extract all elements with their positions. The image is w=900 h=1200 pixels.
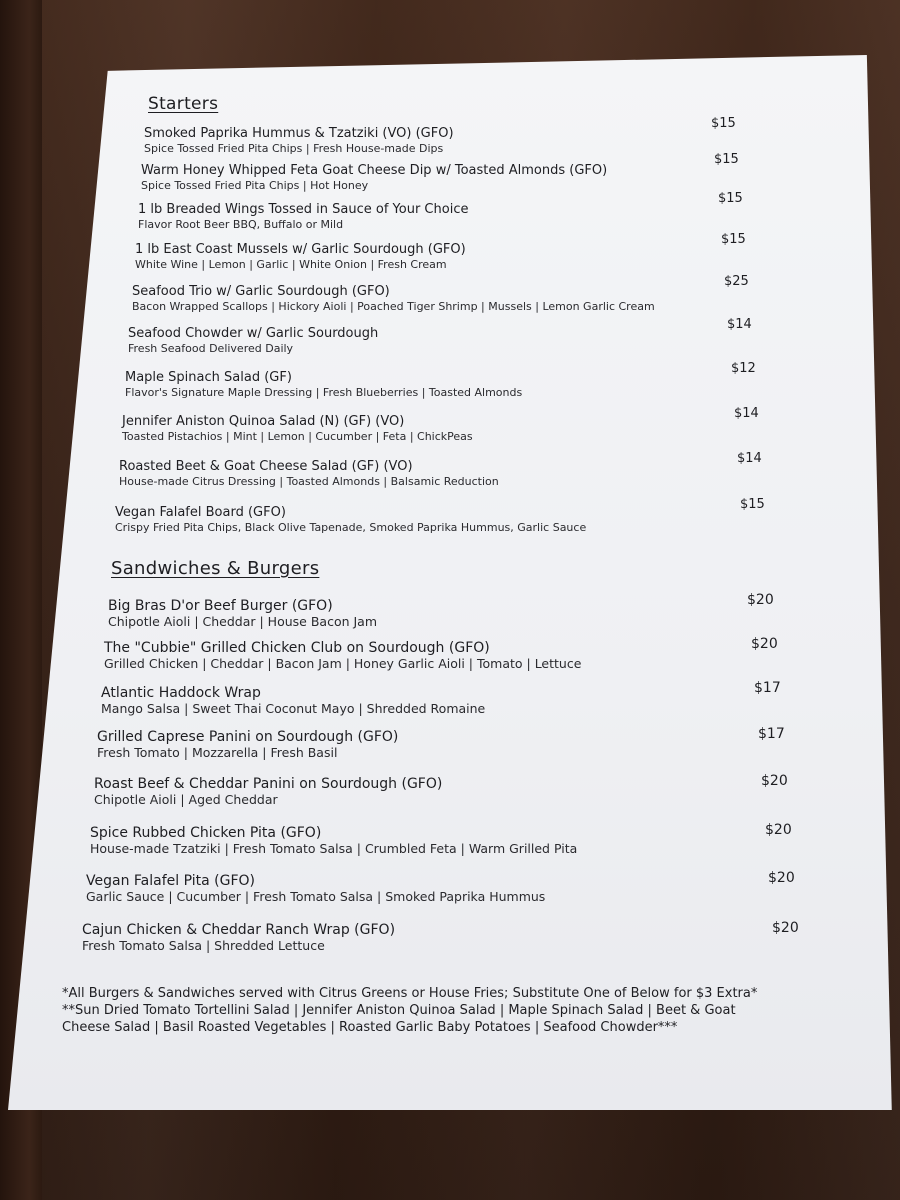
item-description: House-made Citrus Dressing | Toasted Almonds | Balsamic Reduction (119, 475, 499, 488)
item-name: Warm Honey Whipped Feta Goat Cheese Dip w/ Toasted Almonds (GFO) (141, 163, 608, 178)
item-name: Seafood Chowder w/ Garlic Sourdough (128, 326, 379, 341)
item-name: Vegan Falafel Pita (GFO) (86, 873, 255, 889)
item-price: $17 (754, 680, 781, 696)
footnote-line: **Sun Dried Tomato Tortellini Salad | Jennifer Aniston Quinoa Salad | Maple Spinach Salad | Beet & Goat (62, 1003, 736, 1018)
item-name: Vegan Falafel Board (GFO) (115, 505, 286, 520)
item-name: Seafood Trio w/ Garlic Sourdough (GFO) (132, 284, 390, 299)
item-price: $17 (758, 726, 785, 742)
footnote-line: *All Burgers & Sandwiches served with Citrus Greens or House Fries; Substitute One of Below for $3 Extra* (62, 986, 758, 1001)
menu-item (128, 326, 378, 356)
menu-item (132, 284, 655, 314)
menu-item (115, 505, 586, 535)
menu-item (138, 202, 468, 232)
menu-item (119, 459, 499, 489)
item-price: $25 (724, 274, 749, 289)
item-price: $15 (718, 191, 743, 206)
item-description: Toasted Pistachios | Mint | Lemon | Cucumber | Feta | ChickPeas (122, 430, 473, 443)
item-name: 1 lb East Coast Mussels w/ Garlic Sourdough (GFO) (135, 242, 466, 257)
item-description: Chipotle Aioli | Cheddar | House Bacon Jam (108, 614, 378, 629)
menu-item (122, 414, 473, 444)
item-price: $15 (711, 116, 736, 131)
sides-footnote (62, 985, 822, 1036)
item-name: Roast Beef & Cheddar Panini on Sourdough (GFO) (94, 776, 443, 792)
item-price: $20 (747, 592, 774, 608)
item-description: Crispy Fried Pita Chips, Black Olive Tapenade, Smoked Paprika Hummus, Garlic Sauce (115, 521, 587, 534)
item-price: $20 (765, 822, 792, 838)
item-price: $20 (751, 636, 778, 652)
item-price: $14 (727, 317, 752, 332)
menu-item (135, 242, 466, 272)
menu-item (94, 776, 442, 807)
sandwiches-heading: Sandwiches & Burgers (111, 558, 320, 579)
starters-heading: Starters (148, 94, 219, 114)
menu-item (101, 685, 485, 716)
item-name: Maple Spinach Salad (GF) (125, 370, 292, 385)
menu-item (144, 126, 454, 156)
item-name: The "Cubbie" Grilled Chicken Club on Sourdough (GFO) (104, 640, 490, 656)
item-price: $14 (737, 451, 762, 466)
item-description: Fresh Tomato Salsa | Shredded Lettuce (82, 938, 325, 953)
item-description: Spice Tossed Fried Pita Chips | Hot Honey (141, 179, 369, 192)
item-description: Flavor Root Beer BBQ, Buffalo or Mild (138, 218, 344, 231)
menu-item (90, 825, 577, 856)
menu-item (125, 370, 522, 400)
footnote-line: Cheese Salad | Basil Roasted Vegetables | Roasted Garlic Baby Potatoes | Seafood Chowder*** (62, 1020, 678, 1035)
item-description: Grilled Chicken | Cheddar | Bacon Jam | Honey Garlic Aioli | Tomato | Lettuce (104, 656, 582, 671)
item-name: Big Bras D'or Beef Burger (GFO) (108, 598, 333, 614)
item-name: Grilled Caprese Panini on Sourdough (GFO) (97, 729, 399, 745)
item-description: Flavor's Signature Maple Dressing | Fresh Blueberries | Toasted Almonds (125, 386, 523, 399)
menu-item (141, 163, 607, 193)
item-description: Mango Salsa | Sweet Thai Coconut Mayo | Shredded Romaine (101, 701, 486, 716)
item-description: Spice Tossed Fried Pita Chips | Fresh House-made Dips (144, 142, 444, 155)
item-description: Fresh Tomato | Mozzarella | Fresh Basil (97, 745, 338, 760)
menu-item (82, 922, 395, 953)
item-price: $20 (761, 773, 788, 789)
item-description: Chipotle Aioli | Aged Cheddar (94, 792, 278, 807)
item-name: Jennifer Aniston Quinoa Salad (N) (GF) (VO) (122, 414, 405, 429)
item-description: House-made Tzatziki | Fresh Tomato Salsa | Crumbled Feta | Warm Grilled Pita (90, 841, 578, 856)
menu-item (97, 729, 398, 760)
item-price: $15 (740, 497, 765, 512)
item-price: $14 (734, 406, 759, 421)
item-description: White Wine | Lemon | Garlic | White Onion | Fresh Cream (135, 258, 447, 271)
item-name: 1 lb Breaded Wings Tossed in Sauce of Your Choice (138, 202, 469, 217)
item-price: $20 (768, 870, 795, 886)
menu-item (86, 873, 545, 904)
item-name: Spice Rubbed Chicken Pita (GFO) (90, 825, 322, 841)
item-description: Garlic Sauce | Cucumber | Fresh Tomato Salsa | Smoked Paprika Hummus (86, 889, 546, 904)
item-name: Roasted Beet & Goat Cheese Salad (GF) (VO) (119, 459, 413, 474)
item-price: $15 (714, 152, 739, 167)
menu-item (104, 640, 581, 671)
item-description: Fresh Seafood Delivered Daily (128, 342, 294, 355)
item-description: Bacon Wrapped Scallops | Hickory Aioli | Poached Tiger Shrimp | Mussels | Lemon Garlic Cream (132, 300, 655, 313)
item-name: Smoked Paprika Hummus & Tzatziki (VO) (GFO) (144, 126, 454, 141)
item-price: $15 (721, 232, 746, 247)
menu-item (108, 598, 377, 629)
item-price: $20 (772, 920, 799, 936)
item-name: Cajun Chicken & Cheddar Ranch Wrap (GFO) (82, 922, 396, 938)
item-price: $12 (731, 361, 756, 376)
item-name: Atlantic Haddock Wrap (101, 685, 261, 701)
